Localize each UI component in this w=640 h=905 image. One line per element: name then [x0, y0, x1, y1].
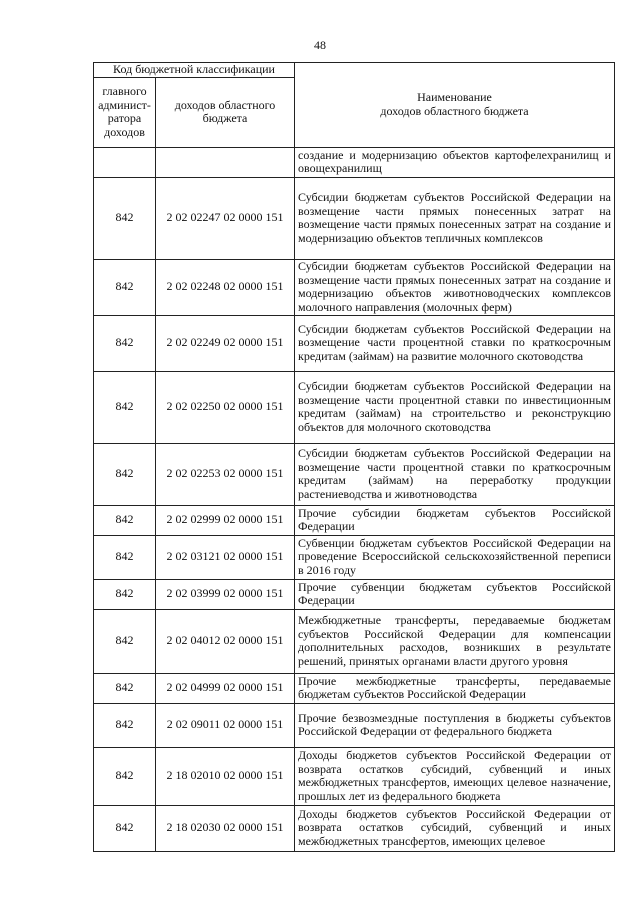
cell-code: 2 02 02249 02 0000 151 [156, 315, 295, 371]
table-row [94, 703, 615, 747]
table-row [94, 673, 615, 703]
cell-admin: 842 [94, 315, 156, 371]
table-row [94, 443, 615, 505]
cell-admin: 842 [94, 747, 156, 805]
table-row [94, 259, 615, 315]
table-row [94, 579, 615, 609]
cell-name: Субсидии бюджетам субъектов Российской Федерации на возмещение части процентной ставки по инвестиционным кредитам (займам) на строительство и реконструкцию объектов для молочного скотоводства [295, 371, 615, 443]
table-row [94, 315, 615, 371]
table-row [94, 177, 615, 259]
cell-admin: 842 [94, 371, 156, 443]
table-body [94, 147, 615, 851]
cell-name: Субвенции бюджетам субъектов Российской Федерации на проведение Всероссийской сельскохозяйственной переписи в 2016 году [295, 535, 615, 579]
cell-code: 2 02 02248 02 0000 151 [156, 259, 295, 315]
cell-code: 2 02 04999 02 0000 151 [156, 673, 295, 703]
cell-name: Прочие безвозмездные поступления в бюджеты субъектов Российской Федерации от федерального бюджета [295, 703, 615, 747]
header-admin [94, 77, 156, 147]
table-row [94, 747, 615, 805]
cell-code: 2 02 02247 02 0000 151 [156, 177, 295, 259]
cell-code: 2 18 02010 02 0000 151 [156, 747, 295, 805]
cell-admin: 842 [94, 703, 156, 747]
cell-code: 2 02 02253 02 0000 151 [156, 443, 295, 505]
header-admin-line-2: админист- [98, 97, 151, 112]
cell-admin [94, 147, 156, 177]
cell-name: Субсидии бюджетам субъектов Российской Федерации на возмещение части процентной ставки по краткосрочным кредитам (займам) на развитие молочного скотоводства [295, 315, 615, 371]
cell-admin: 842 [94, 609, 156, 673]
cell-admin: 842 [94, 443, 156, 505]
table-row [94, 371, 615, 443]
cell-admin: 842 [94, 673, 156, 703]
cell-code: 2 18 02030 02 0000 151 [156, 805, 295, 851]
header-admin-line-4: доходов [104, 124, 145, 139]
cell-admin: 842 [94, 579, 156, 609]
header-income-name [295, 63, 615, 148]
table-row [94, 147, 615, 177]
cell-code: 2 02 09011 02 0000 151 [156, 703, 295, 747]
cell-admin: 842 [94, 505, 156, 535]
header-income [156, 77, 295, 147]
cell-name: Межбюджетные трансферты, передаваемые бюджетам субъектов Российской Федерации для компенсации дополнительных расходов, возникших в результате решений, принятых органами власти другого уровня [295, 609, 615, 673]
budget-classification-table [93, 62, 615, 852]
cell-admin: 842 [94, 259, 156, 315]
cell-name: Доходы бюджетов субъектов Российской Федерации от возврата остатков субсидий, субвенций и иных межбюджетных трансфертов, имеющих целевое назначение, прошлых лет из федерального бюджета [295, 747, 615, 805]
header-admin-line-3: ратора [107, 111, 142, 126]
header-name-line-1: Наименование [417, 90, 492, 105]
cell-code: 2 02 03121 02 0000 151 [156, 535, 295, 579]
cell-name: Прочие субсидии бюджетам субъектов Российской Федерации [295, 505, 615, 535]
table-row [94, 505, 615, 535]
cell-name: Субсидии бюджетам субъектов Российской Федерации на возмещение части прямых понесенных затрат на возмещение части прямых понесенных затрат на создание и модернизацию объектов тепличных комплексов [295, 177, 615, 259]
cell-name: Прочие субвенции бюджетам субъектов Российской Федерации [295, 579, 615, 609]
cell-name: Субсидии бюджетам субъектов Российской Федерации на возмещение части процентной ставки по краткосрочным кредитам (займам) на переработку продукции растениеводства и животноводства [295, 443, 615, 505]
header-name-line-2: доходов областного бюджета [380, 103, 529, 118]
cell-name: создание и модернизацию объектов картофелехранилищ и овощехранилищ [295, 147, 615, 177]
cell-name: Доходы бюджетов субъектов Российской Федерации от возврата остатков субсидий, субвенций и иных межбюджетных трансфертов, имеющих целевое [295, 805, 615, 851]
cell-admin: 842 [94, 805, 156, 851]
cell-admin: 842 [94, 535, 156, 579]
cell-code: 2 02 03999 02 0000 151 [156, 579, 295, 609]
cell-name: Субсидии бюджетам субъектов Российской Федерации на возмещение части прямых понесенных затрат на создание и модернизацию объектов животноводческих комплексов молочного направления (молочных ферм) [295, 259, 615, 315]
cell-code: 2 02 02999 02 0000 151 [156, 505, 295, 535]
header-classification-code: Код бюджетной классификации [94, 63, 295, 78]
table-row [94, 805, 615, 851]
header-income-line-2: бюджета [202, 111, 248, 126]
header-admin-line-1: главного [102, 83, 147, 98]
table-row [94, 609, 615, 673]
table-row [94, 535, 615, 579]
cell-code [156, 147, 295, 177]
page-number: 48 [314, 38, 326, 52]
header-income-line-1: доходов областного [174, 97, 276, 112]
cell-name: Прочие межбюджетные трансферты, передаваемые бюджетам субъектов Российской Федерации [295, 673, 615, 703]
cell-code: 2 02 02250 02 0000 151 [156, 371, 295, 443]
cell-code: 2 02 04012 02 0000 151 [156, 609, 295, 673]
cell-admin: 842 [94, 177, 156, 259]
